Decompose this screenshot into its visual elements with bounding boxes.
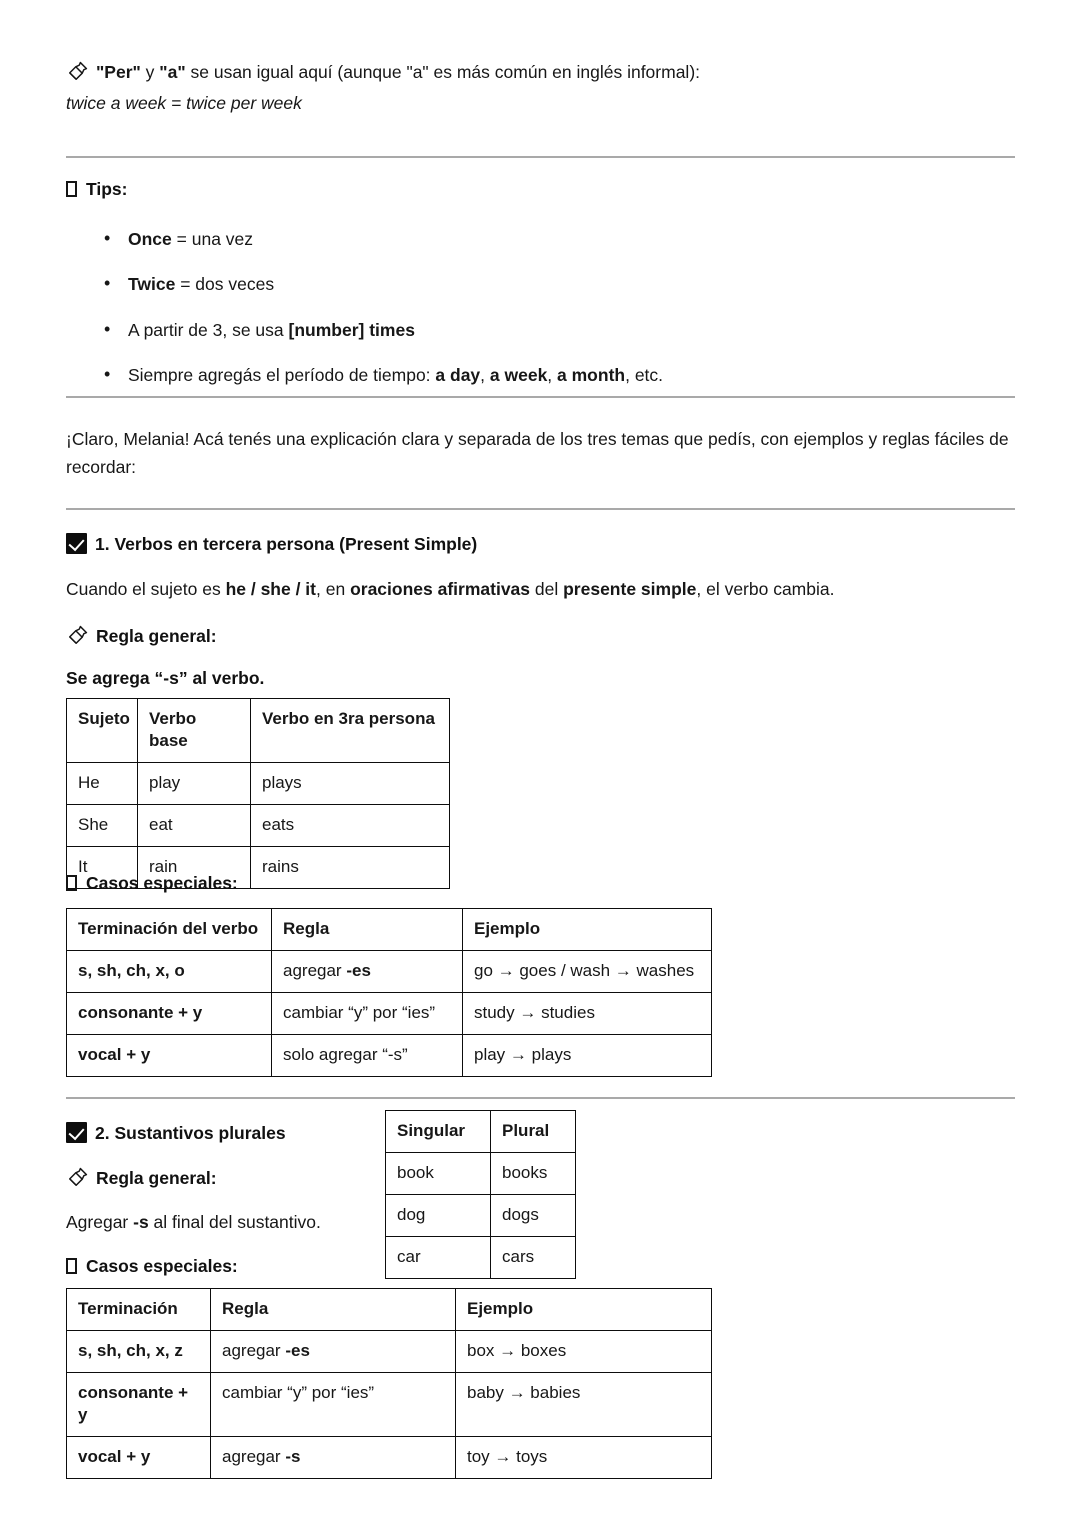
section-1-special-heading: [66, 873, 238, 894]
table-row: [386, 1195, 576, 1237]
top-note-rest: se usan igual aquí (aunque "a" es más común en inglés informal):: [185, 62, 701, 82]
column-header: Regla: [272, 909, 463, 951]
rule-post: al final del sustantivo.: [148, 1212, 321, 1232]
table-cell: s, sh, ch, x, o: [67, 951, 272, 993]
missing-glyph-box-icon: [66, 1258, 77, 1274]
column-header: Ejemplo: [456, 1289, 712, 1331]
table-cell: consonante + y: [67, 993, 272, 1035]
table-cell: eats: [251, 805, 450, 847]
list-item: [66, 317, 1016, 343]
table-cell: car: [386, 1237, 491, 1279]
table-cell: study → studies: [463, 993, 712, 1035]
tip-term: Once: [128, 229, 172, 249]
pushpin-icon: [66, 624, 90, 646]
pushpin-icon: [66, 60, 90, 82]
desc-mid-1: , en: [316, 579, 351, 599]
tip-def: = dos veces: [175, 274, 275, 295]
table-cell: vocal + y: [67, 1437, 211, 1479]
table-row: [67, 1437, 712, 1479]
tip-term-1: a day: [435, 364, 481, 385]
top-note-line1: [66, 58, 1016, 86]
table-cell: cars: [491, 1237, 576, 1279]
table-cell: cambiar “y” por “ies”: [272, 993, 463, 1035]
desc-bold-pronouns: he / she / it: [225, 579, 317, 599]
table-cell: agregar -s: [211, 1437, 456, 1479]
noun-special-cases-table: [66, 1288, 712, 1479]
rule-label: Regla general:: [96, 1168, 217, 1188]
desc-mid-2: del: [530, 579, 564, 599]
table-row: [67, 1373, 712, 1437]
list-item: [66, 271, 1016, 297]
table-cell: toy → toys: [456, 1437, 712, 1479]
column-header: Plural: [491, 1111, 576, 1153]
top-note-bold-a: "a": [159, 62, 186, 82]
table-cell: He: [67, 763, 138, 805]
tip-term: Twice: [128, 274, 176, 295]
desc-pre: Cuando el sujeto es: [66, 579, 226, 599]
column-header: Sujeto: [67, 699, 138, 763]
section-1-description: [66, 575, 1016, 603]
table-cell: s, sh, ch, x, z: [67, 1331, 211, 1373]
tip-term-2: a week: [489, 364, 548, 385]
section-2-heading: [66, 1122, 366, 1144]
rule-pre: Agregar: [66, 1212, 134, 1232]
table-cell: dogs: [491, 1195, 576, 1237]
table-cell: vocal + y: [67, 1035, 272, 1077]
pushpin-icon: [66, 1166, 90, 1188]
tips-title: Tips:: [86, 179, 128, 199]
section-1-rule-text: Se agrega “-s” al verbo.: [66, 668, 265, 689]
table-cell: agregar -es: [272, 951, 463, 993]
table-cell: play → plays: [463, 1035, 712, 1077]
section-2-rule-text: [66, 1208, 366, 1236]
table-header-row: [67, 699, 450, 763]
tip-def: , etc.: [625, 364, 664, 385]
table-cell: go → goes / wash → washes: [463, 951, 712, 993]
column-header: Verbo base: [138, 699, 251, 763]
table-header-row: [67, 909, 712, 951]
top-note-mid: y: [140, 62, 160, 82]
column-header: Verbo en 3ra persona: [251, 699, 450, 763]
table-cell: solo agregar “-s”: [272, 1035, 463, 1077]
section-2-special-heading: [66, 1256, 366, 1277]
table-row: [67, 763, 450, 805]
table-cell: She: [67, 805, 138, 847]
tip-term: [number] times: [288, 319, 415, 340]
table-row: [386, 1237, 576, 1279]
table-cell: rains: [251, 847, 450, 889]
column-header: Regla: [211, 1289, 456, 1331]
rule-bold: -s: [133, 1212, 149, 1232]
special-cases-label: Casos especiales:: [86, 873, 238, 893]
table-cell: box → boxes: [456, 1331, 712, 1373]
section-1: [66, 533, 1016, 689]
verb-special-cases-table: [66, 908, 712, 1077]
divider-2: [66, 396, 1015, 398]
table-row: [67, 1331, 712, 1373]
tip-pre: A partir de 3, se usa: [128, 319, 289, 340]
table-cell: cambiar “y” por “ies”: [211, 1373, 456, 1437]
column-header: Singular: [386, 1111, 491, 1153]
table-cell: dog: [386, 1195, 491, 1237]
check-box-icon: [66, 1122, 87, 1143]
tips-list: [66, 226, 1016, 388]
column-header: Terminación: [67, 1289, 211, 1331]
check-box-icon: [66, 533, 87, 554]
column-header: Ejemplo: [463, 909, 712, 951]
divider-3: [66, 508, 1015, 510]
rule-label: Regla general:: [96, 626, 217, 647]
table-row: [67, 951, 712, 993]
table-cell: book: [386, 1153, 491, 1195]
top-note-bold-per: "Per": [96, 62, 141, 82]
section-1-rule-heading: [66, 624, 1016, 647]
table-cell: eat: [138, 805, 251, 847]
tip-pre: Siempre agregás el período de tiempo:: [128, 364, 436, 385]
desc-bold-present: presente simple: [563, 579, 697, 599]
singular-plural-table: [385, 1110, 576, 1279]
table-row: [67, 1035, 712, 1077]
section-1-heading: [66, 533, 1016, 555]
intro-paragraph: ¡Claro, Melania! Acá tenés una explicación clara y separada de los tres temas que pedís, con ejemplos y reglas fáciles de recordar:: [66, 429, 1009, 478]
top-note-example: twice a week = twice per week: [66, 93, 302, 114]
tip-def: = una vez: [171, 229, 254, 249]
table-cell: plays: [251, 763, 450, 805]
top-note: [66, 58, 1016, 118]
desc-end: , el verbo cambia.: [696, 579, 835, 599]
tips-block: [66, 179, 1016, 407]
table-header-row: [67, 1289, 712, 1331]
divider-4: [66, 1097, 1015, 1099]
table-header-row: [386, 1111, 576, 1153]
column-header: Terminación del verbo: [67, 909, 272, 951]
missing-glyph-box-icon: [66, 181, 77, 197]
desc-bold-affirmative: oraciones afirmativas: [350, 579, 531, 599]
divider-1: [66, 156, 1015, 158]
special-cases-label: Casos especiales:: [86, 1256, 238, 1277]
page-title: 2. Sustantivos plurales: [95, 1123, 286, 1143]
section-2: [66, 1122, 366, 1277]
tip-sep-2: ,: [547, 364, 558, 385]
tip-term-3: a month: [557, 364, 626, 385]
section-2-rule-heading: [66, 1166, 366, 1189]
verb-third-person-table: [66, 698, 450, 889]
table-cell: baby → babies: [456, 1373, 712, 1437]
tip-sep-1: ,: [480, 364, 490, 385]
table-cell: play: [138, 763, 251, 805]
table-cell: It: [67, 847, 138, 889]
table-cell: agregar -es: [211, 1331, 456, 1373]
table-cell: rain: [138, 847, 251, 889]
missing-glyph-box-icon: [66, 875, 77, 891]
list-item: [66, 362, 1016, 388]
page-title: 1. Verbos en tercera persona (Present Simple): [95, 534, 478, 554]
table-cell: books: [491, 1153, 576, 1195]
list-item: [66, 226, 1016, 252]
tips-heading: [66, 179, 1016, 200]
table-cell: consonante + y: [67, 1373, 211, 1437]
table-row: [67, 805, 450, 847]
table-row: [67, 993, 712, 1035]
table-row: [386, 1153, 576, 1195]
